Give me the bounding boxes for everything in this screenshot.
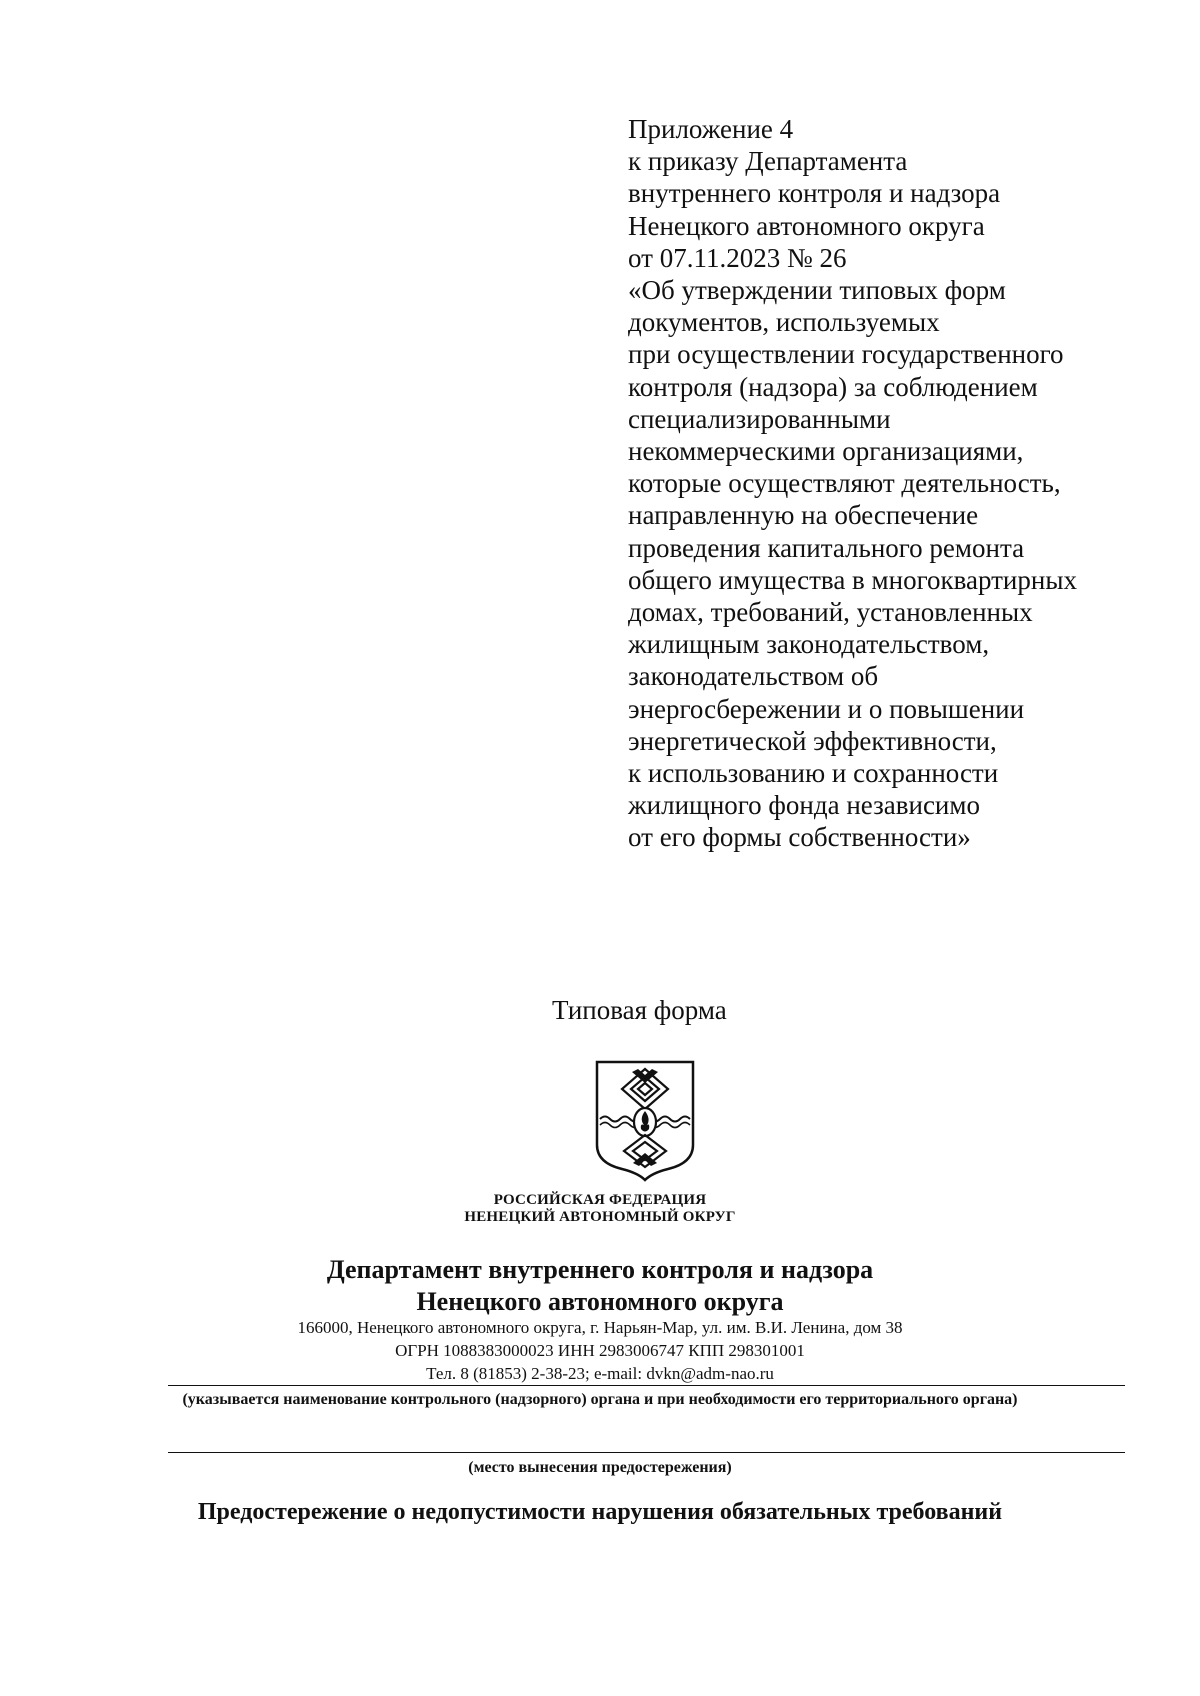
appendix-line: контроля (надзора) за соблюдением	[628, 371, 1038, 402]
appendix-line: Приложение 4	[628, 114, 794, 144]
appendix-line: при осуществлении государственного	[628, 339, 1064, 370]
document-title: Предостережение о недопустимости нарушения обязательных требований	[197, 1499, 1003, 1525]
appendix-block	[628, 113, 1168, 854]
appendix-line: документов, используемых	[628, 307, 940, 338]
appendix-line: Ненецкого автономного округа	[628, 210, 985, 241]
department-name-line2: Ненецкого автономного округа	[416, 1287, 784, 1316]
region-name: НЕНЕЦКИЙ АВТОНОМНЫЙ ОКРУГ	[464, 1209, 736, 1225]
appendix-line: специализированными	[628, 403, 891, 434]
appendix-line: жилищным законодательством,	[628, 629, 990, 660]
place-caption: (место вынесения предостережения)	[468, 1459, 732, 1476]
department-registration: ОГРН 1088383000023 ИНН 2983006747 КПП 298301001	[395, 1341, 805, 1360]
appendix-line: от 07.11.2023 № 26	[628, 242, 847, 273]
appendix-line: от его формы собственности»	[628, 822, 971, 853]
appendix-line: законодательством об	[628, 661, 879, 692]
appendix-line: энергосбережении и о повышении	[628, 693, 1025, 724]
appendix-line: внутреннего контроля и надзора	[628, 178, 1001, 209]
department-contacts: Тел. 8 (81853) 2-38-23; e-mail: dvkn@adm-nao.ru	[426, 1364, 774, 1383]
appendix-line: общего имущества в многоквартирных	[628, 564, 1077, 595]
appendix-line: некоммерческими организациями,	[628, 436, 1024, 467]
appendix-line: к использованию и сохранности	[628, 758, 999, 789]
appendix-line: к приказу Департамента	[628, 146, 908, 177]
authority-caption: (указывается наименование контрольного (надзорного) органа и при необходимости его территориального органа)	[182, 1391, 1018, 1408]
form-type-label: Типовая форма	[552, 995, 727, 1025]
appendix-line: которые осуществляют деятельность,	[628, 468, 1061, 499]
department-address: 166000, Ненецкого автономного округа, г. Нарьян-Мар, ул. им. В.И. Ленина, дом 38	[297, 1318, 903, 1337]
appendix-line: проведения капитального ремонта	[628, 532, 1025, 563]
appendix-line: жилищного фонда независимо	[628, 790, 980, 821]
appendix-line: энергетической эффективности,	[628, 725, 997, 756]
country-name: РОССИЙСКАЯ ФЕДЕРАЦИЯ	[493, 1192, 707, 1208]
divider-line	[168, 1385, 1125, 1386]
appendix-line: направленную на обеспечение	[628, 500, 979, 531]
department-name-line1: Департамент внутреннего контроля и надзора	[326, 1255, 874, 1284]
coat-of-arms-icon	[594, 1059, 696, 1183]
appendix-line: домах, требований, установленных	[628, 597, 1033, 628]
appendix-line: «Об утверждении типовых форм	[628, 275, 1006, 306]
divider-line	[168, 1452, 1125, 1453]
